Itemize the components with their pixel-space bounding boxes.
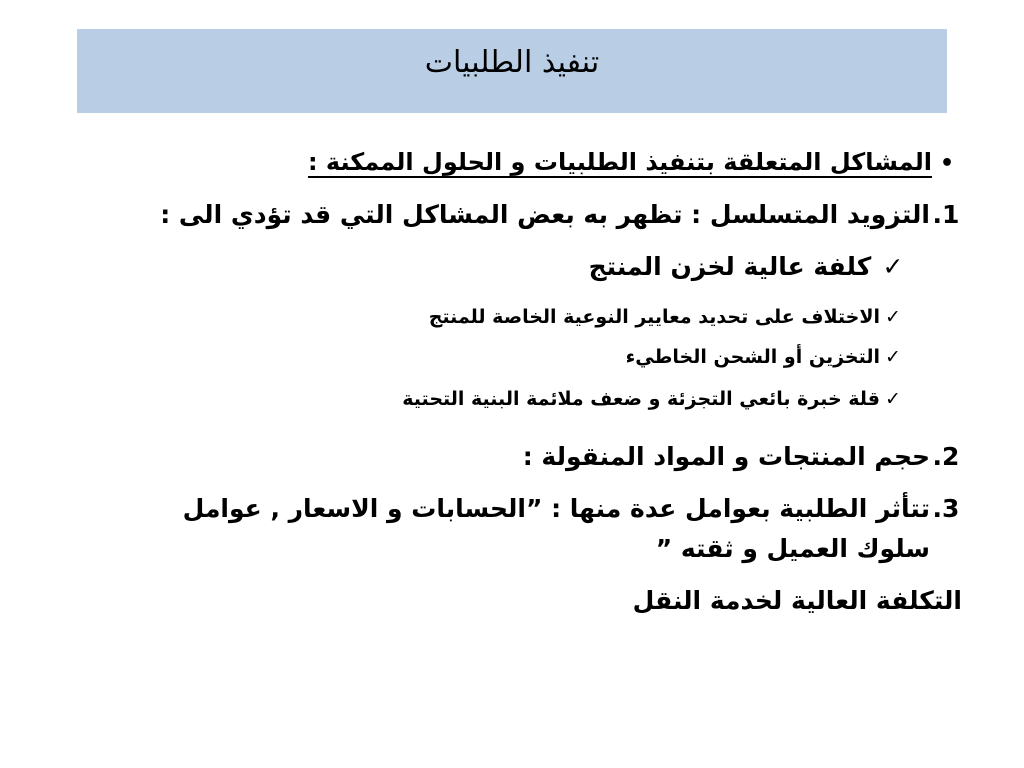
slide-title: تنفيذ الطلبيات [424,44,600,80]
sub-item-4 [402,388,906,410]
sub-item-2-text: الاختلاف على تحديد معايير النوعية الخاصة للمنتج [428,306,880,328]
item-3-text-line2: سلوك العميل و ثقته ” [655,534,930,563]
item-2-number: 2. [932,442,960,471]
item-1 [160,200,962,229]
heading-text: المشاكل المتعلقة بتنفيذ الطلبيات و الحلول الممكنة : [307,148,932,176]
item-3 [183,494,962,523]
sub-item-4-text: قلة خبرة بائعي التجزئة و ضعف ملائمة البنية التحتية [402,388,880,410]
item-3-continuation [656,534,930,563]
check-icon: ✓ [882,252,904,281]
bullet-icon: • [939,151,955,176]
sub-item-3 [626,346,906,368]
item-3-text-line1: تتأثر الطلبية بعوامل عدة منها : ”الحسابات و الاسعار , عوامل [182,494,930,523]
slide-title-bar [77,29,947,113]
sub-item-3-text: التخزين أو الشحن الخاطيء [625,346,880,368]
item-3-number: 3. [932,494,960,523]
item-1-number: 1. [932,200,960,229]
check-icon: ✓ [885,346,901,368]
check-icon: ✓ [885,306,901,328]
sub-item-2 [429,306,906,328]
heading-line [308,148,962,176]
sub-item-1-text: كلفة عالية لخزن المنتج [588,252,872,281]
item-1-text: التزويد المتسلسل : تظهر به بعض المشاكل التي قد تؤدي الى : [160,200,930,229]
closing-text: التكلفة العالية لخدمة النقل [632,586,962,615]
item-2 [523,442,962,471]
sub-item-1 [589,252,906,281]
check-icon: ✓ [885,388,901,410]
item-2-text: حجم المنتجات و المواد المنقولة : [522,442,930,471]
closing-line [633,586,962,615]
